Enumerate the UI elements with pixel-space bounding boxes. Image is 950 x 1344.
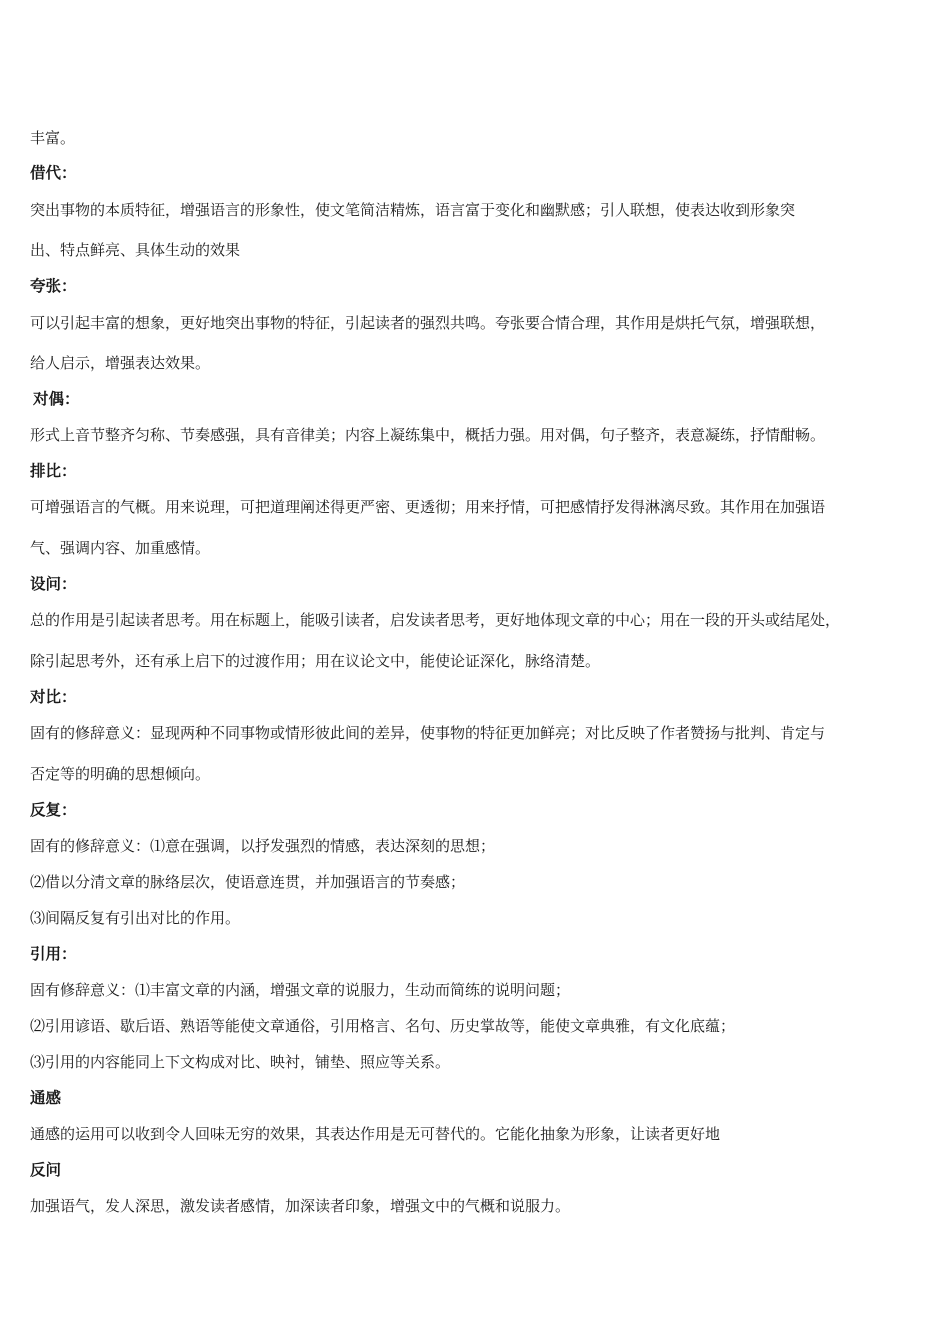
paragraph-line: 固有的修辞意义：显现两种不同事物或情形彼此间的差异，使事物的特征更加鲜亮；对比反映了作者赞扬与批判、肯定与 bbox=[30, 724, 826, 742]
paragraph-line: 可增强语言的气概。用来说理，可把道理阐述得更严密、更透彻；用来抒情，可把感情抒发得淋漓尽致。其作用在加强语 bbox=[30, 498, 826, 516]
paragraph-line: 固有修辞意义：⑴丰富文章的内涵，增强文章的说服力，生动而简练的说明问题； bbox=[30, 981, 571, 999]
heading-shewen: 设问： bbox=[30, 575, 77, 593]
paragraph-line: 突出事物的本质特征，增强语言的形象性，使文笔简洁精炼，语言富于变化和幽默感；引人联想，使表达收到形象突 bbox=[30, 201, 796, 219]
heading-yinyong: 引用： bbox=[30, 945, 77, 963]
heading-kuazhang: 夸张： bbox=[30, 277, 77, 295]
paragraph-line: 气、强调内容、加重感情。 bbox=[30, 539, 211, 557]
intro-tail-text: 丰富。 bbox=[30, 129, 76, 147]
paragraph-line: 否定等的明确的思想倾向。 bbox=[30, 765, 211, 783]
paragraph-line: 除引起思考外，还有承上启下的过渡作用；用在议论文中，能使论证深化，脉络清楚。 bbox=[30, 652, 601, 670]
heading-fanwen: 反问 bbox=[30, 1161, 62, 1179]
paragraph-line: 加强语气，发人深思，激发读者感情，加深读者印象，增强文中的气概和说服力。 bbox=[30, 1197, 571, 1215]
paragraph-line: ⑵引用谚语、歇后语、熟语等能使文章通俗，引用格言、名句、历史掌故等，能使文章典雅，有文化底蕴； bbox=[30, 1017, 736, 1035]
heading-duibi: 对比： bbox=[30, 688, 77, 706]
heading-jiedai: 借代： bbox=[30, 164, 77, 182]
paragraph-line: 给人启示，增强表达效果。 bbox=[30, 354, 211, 372]
paragraph-line: 出、特点鲜亮、具体生动的效果 bbox=[30, 241, 241, 259]
heading-tonggan: 通感 bbox=[30, 1089, 62, 1107]
heading-duiou: 对偶： bbox=[33, 390, 80, 408]
paragraph-line: 通感的运用可以收到令人回味无穷的效果，其表达作用是无可替代的。它能化抽象为形象，让读者更好地 bbox=[30, 1125, 721, 1143]
paragraph-line: 总的作用是引起读者思考。用在标题上，能吸引读者，启发读者思考，更好地体现文章的中心；用在一段的开头或结尾处， bbox=[30, 611, 841, 629]
heading-fanfu: 反复： bbox=[30, 801, 77, 819]
paragraph-line: ⑶间隔反复有引出对比的作用。 bbox=[30, 909, 241, 927]
paragraph-line: 固有的修辞意义：⑴意在强调，以抒发强烈的情感，表达深刻的思想； bbox=[30, 837, 496, 855]
paragraph-line: ⑶引用的内容能同上下文构成对比、映衬，铺垫、照应等关系。 bbox=[30, 1053, 451, 1071]
paragraph-line: ⑵借以分清文章的脉络层次，使语意连贯，并加强语言的节奏感； bbox=[30, 873, 466, 891]
heading-paibi: 排比： bbox=[30, 462, 77, 480]
paragraph-line: 形式上音节整齐匀称、节奏感强，具有音律美；内容上凝练集中，概括力强。用对偶，句子整齐，表意凝练，抒情酣畅。 bbox=[30, 426, 826, 444]
paragraph-line: 可以引起丰富的想象，更好地突出事物的特征，引起读者的强烈共鸣。夸张要合情合理，其作用是烘托气氛，增强联想， bbox=[30, 314, 826, 332]
